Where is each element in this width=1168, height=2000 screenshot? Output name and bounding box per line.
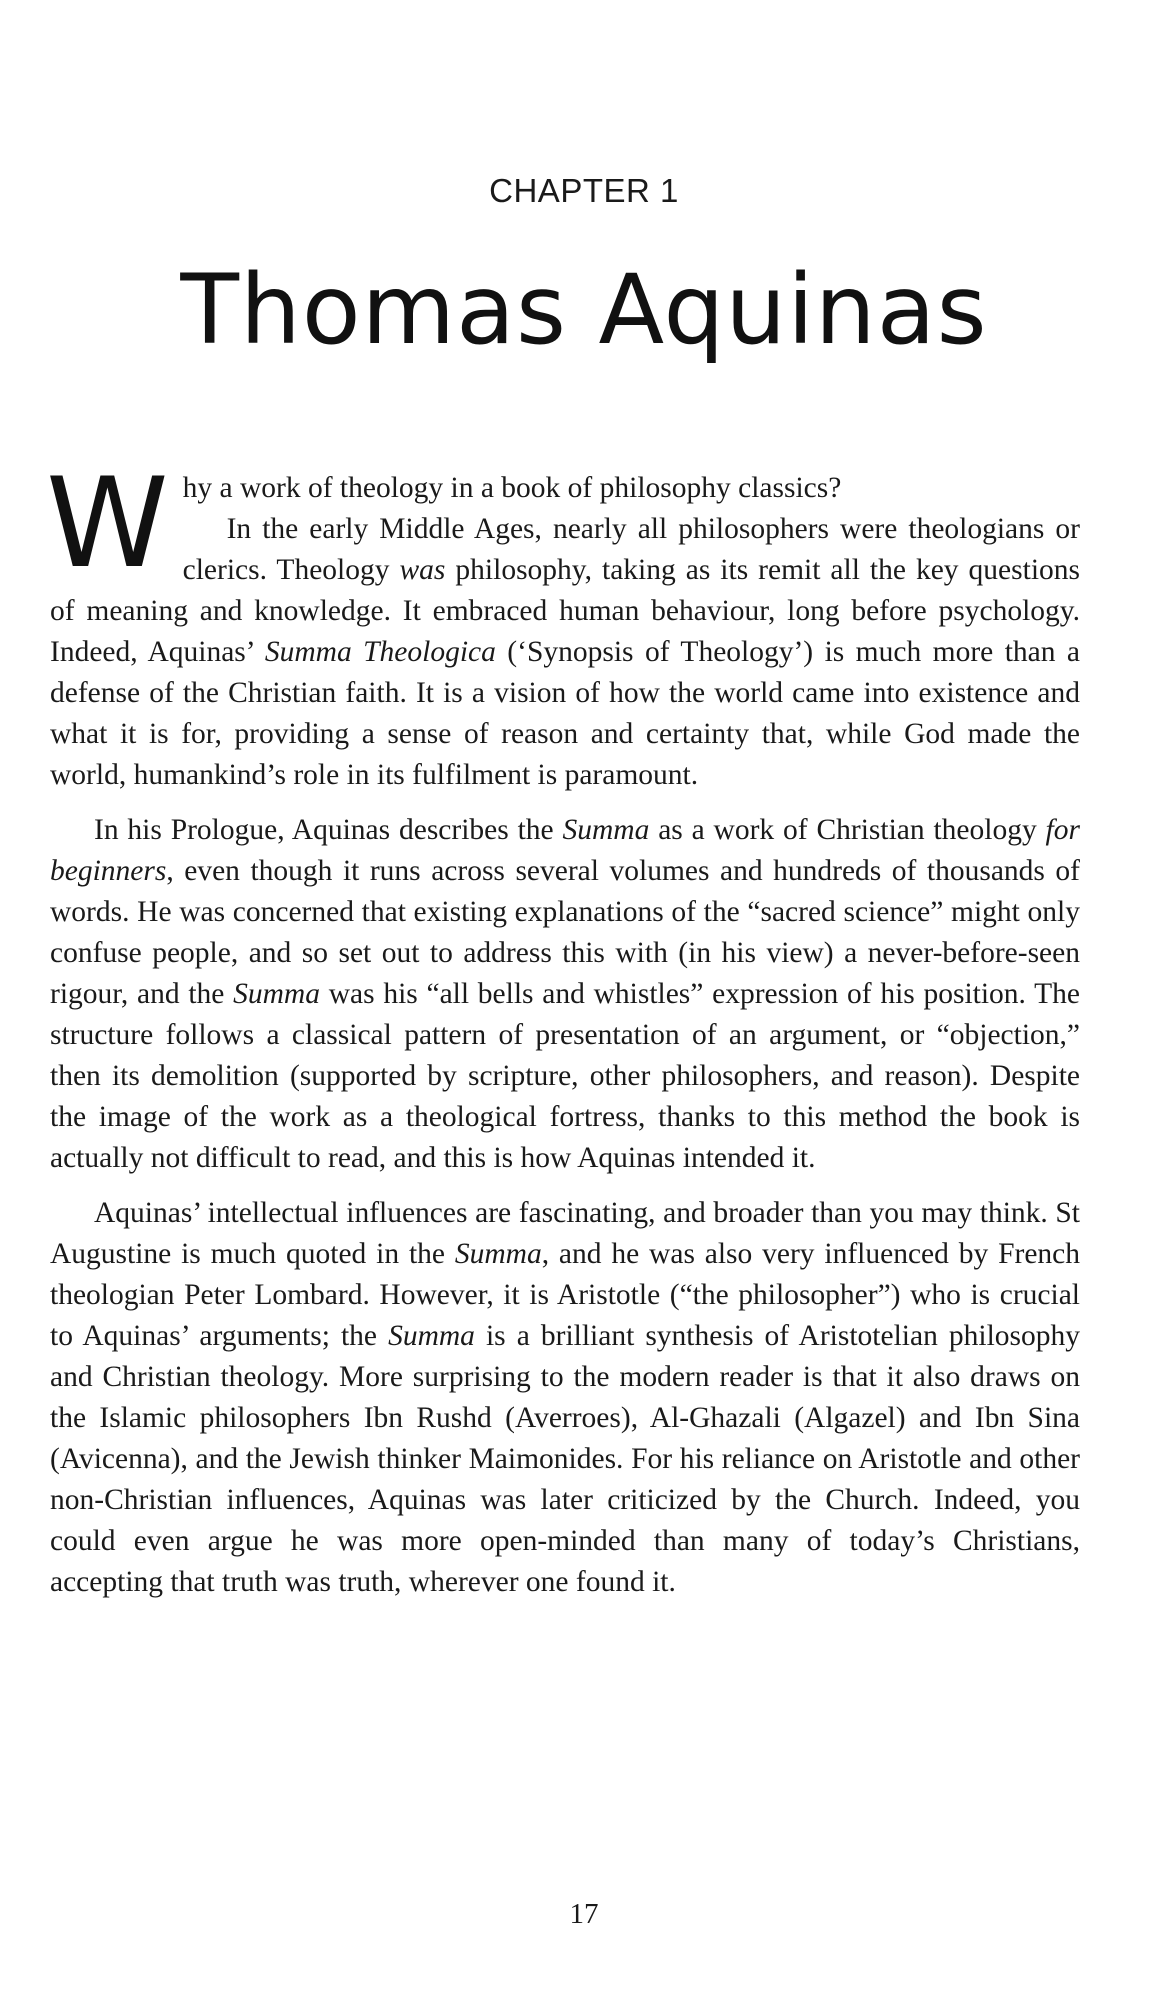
- book-title: Summa: [388, 1320, 475, 1352]
- drop-cap: W: [46, 452, 169, 596]
- book-title: Summa: [454, 1238, 542, 1270]
- chapter-title: Thomas Aquinas: [180, 254, 988, 366]
- body-text: [46, 452, 1081, 1603]
- paragraph-1-opening-line: hy a work of theology in a book of philosophy classics?: [182, 472, 842, 504]
- paragraph-2: In his Prologue, Aquinas describes the Summa as a work of Christian theology for beginners, even though it runs across several volumes and hundreds of thousands of words. He was concerned that existing explanations of the “sacred science” might only confuse people, and so set out to address this with (in his view) a never-before-seen rigour, and the Summa was his “all bells and whistles” expression of his position. The structure follows a classical pattern of presentation of an argument, or “objection,” then its demolition (supported by scripture, other philosophers, and reason). Despite the image of the work as a theological fortress, thanks to this method the book is actually not difficult to read, and this is how Aquinas intended it.: [50, 814, 1080, 1174]
- book-title: Summa: [562, 814, 650, 846]
- paragraph-1: [46, 452, 1081, 796]
- emphasis: was: [399, 554, 446, 586]
- page-number: 17: [569, 1898, 599, 1930]
- chapter-label: CHAPTER 1: [489, 172, 679, 209]
- book-title: Summa Theologica: [264, 636, 496, 668]
- book-title: Summa: [233, 978, 320, 1010]
- paragraph-1-body: In the early Middle Ages, nearly all philosophers were theologians or clerics. Theology was philosophy, taking as its remit all the key questions of meaning and knowledge. It embraced human behaviour, long before psychology. Indeed, Aquinas’ Summa Theologica (‘Synopsis of Theology’) is much more than a defense of the Christian faith. It is a vision of how the world came into existence and what it is for, providing a sense of reason and certainty that, while God made the world, humankind’s role in its fulfilment is paramount.: [50, 513, 1081, 791]
- emphasis: for beginners: [50, 814, 1080, 887]
- paragraph-3: Aquinas’ intellectual influences are fascinating, and broader than you may think. St Augustine is much quoted in the Summa, and he was also very influenced by French theologian Peter Lombard. However, it is Aristotle (“the philosopher”) who is crucial to Aquinas’ arguments; the Summa is a brilliant synthesis of Aristotelian philosophy and Christian theology. More surprising to the modern reader is that it also draws on the Islamic philosophers Ibn Rushd (Averroes), Al-Ghazali (Algazel) and Ibn Sina (Avicenna), and the Jewish thinker Maimonides. For his reliance on Aristotle and other non-Christian influences, Aquinas was later criticized by the Church. Indeed, you could even argue he was more open-minded than many of today’s Christians, accepting that truth was truth, wherever one found it.: [50, 1197, 1081, 1598]
